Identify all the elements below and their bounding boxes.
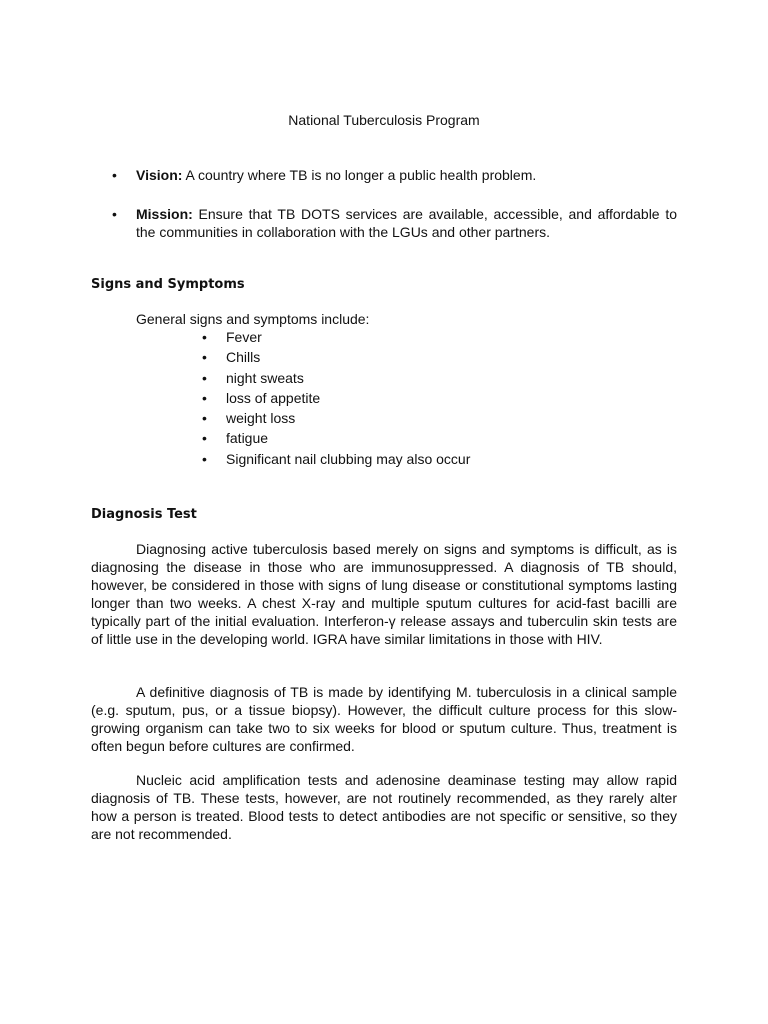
symptom-text: night sweats xyxy=(226,369,304,386)
list-item xyxy=(202,429,470,449)
bullet-icon: • xyxy=(202,389,207,406)
list-item xyxy=(202,348,470,368)
bullet-icon: • xyxy=(202,450,207,467)
symptom-list xyxy=(202,328,471,470)
mission-text: Ensure that TB DOTS services are available, accessible, and affordable to the communities in collaboration with the LGUs and other partners. xyxy=(136,206,677,240)
symptom-text: loss of appetite xyxy=(226,389,321,406)
mission-label: Mission: xyxy=(136,206,193,222)
bullet-icon: • xyxy=(112,206,117,222)
bullet-icon: • xyxy=(202,430,207,447)
symptom-text: Significant nail clubbing may also occur xyxy=(226,450,471,467)
bullet-icon: • xyxy=(112,167,117,183)
bullet-icon: • xyxy=(202,349,207,366)
vision-label: Vision: xyxy=(136,167,183,183)
vision-text: A country where TB is no longer a public health problem. xyxy=(182,167,537,183)
list-item xyxy=(202,409,470,429)
document-title: National Tuberculosis Program xyxy=(288,112,480,128)
list-item xyxy=(202,328,470,348)
bullet-icon: • xyxy=(202,329,207,345)
symptom-text: weight loss xyxy=(226,410,296,427)
signs-intro: General signs and symptoms include: xyxy=(136,311,370,327)
diagnosis-paragraph: Diagnosing active tuberculosis based merely on signs and symptoms is difficult, as is diagnosing the disease in those who are immunosuppressed. A diagnosis of TB should, however, be considered in those with signs of lung disease or constitutional symptoms lasting longer than two weeks. A chest X-ray and multiple sputum cultures for acid-fast bacilli are typically part of the initial evaluation. Interferon-γ release assays and tuberculin skin tests are of little use in the developing world. IGRA have similar limitations in those with HIV. xyxy=(91,541,677,647)
list-item xyxy=(202,450,471,470)
symptom-text: Chills xyxy=(226,349,261,366)
bullet-icon: • xyxy=(202,369,207,386)
symptom-text: fatigue xyxy=(226,430,269,447)
mission-item xyxy=(112,205,677,241)
diagnosis-heading: Diagnosis Test xyxy=(91,507,197,522)
diagnosis-paragraph: Nucleic acid amplification tests and adenosine deaminase testing may allow rapid diagnosis of TB. These tests, however, are not routinely recommended, as they rarely alter how a person is treated. Blood tests to detect antibodies are not specific or sensitive, so they are not recommended. xyxy=(91,772,677,842)
signs-heading: Signs and Symptoms xyxy=(91,277,245,292)
vision-item xyxy=(112,166,677,184)
list-item xyxy=(202,389,470,409)
bullet-icon: • xyxy=(202,410,207,427)
symptom-text: Fever xyxy=(226,329,262,345)
list-item xyxy=(202,369,470,389)
diagnosis-paragraph: A definitive diagnosis of TB is made by identifying M. tuberculosis in a clinical sample (e.g. sputum, pus, or a tissue biopsy). However, the difficult culture process for this slow-growing organism can take two to six weeks for blood or sputum culture. Thus, treatment is often begun before cultures are confirmed. xyxy=(91,684,677,754)
